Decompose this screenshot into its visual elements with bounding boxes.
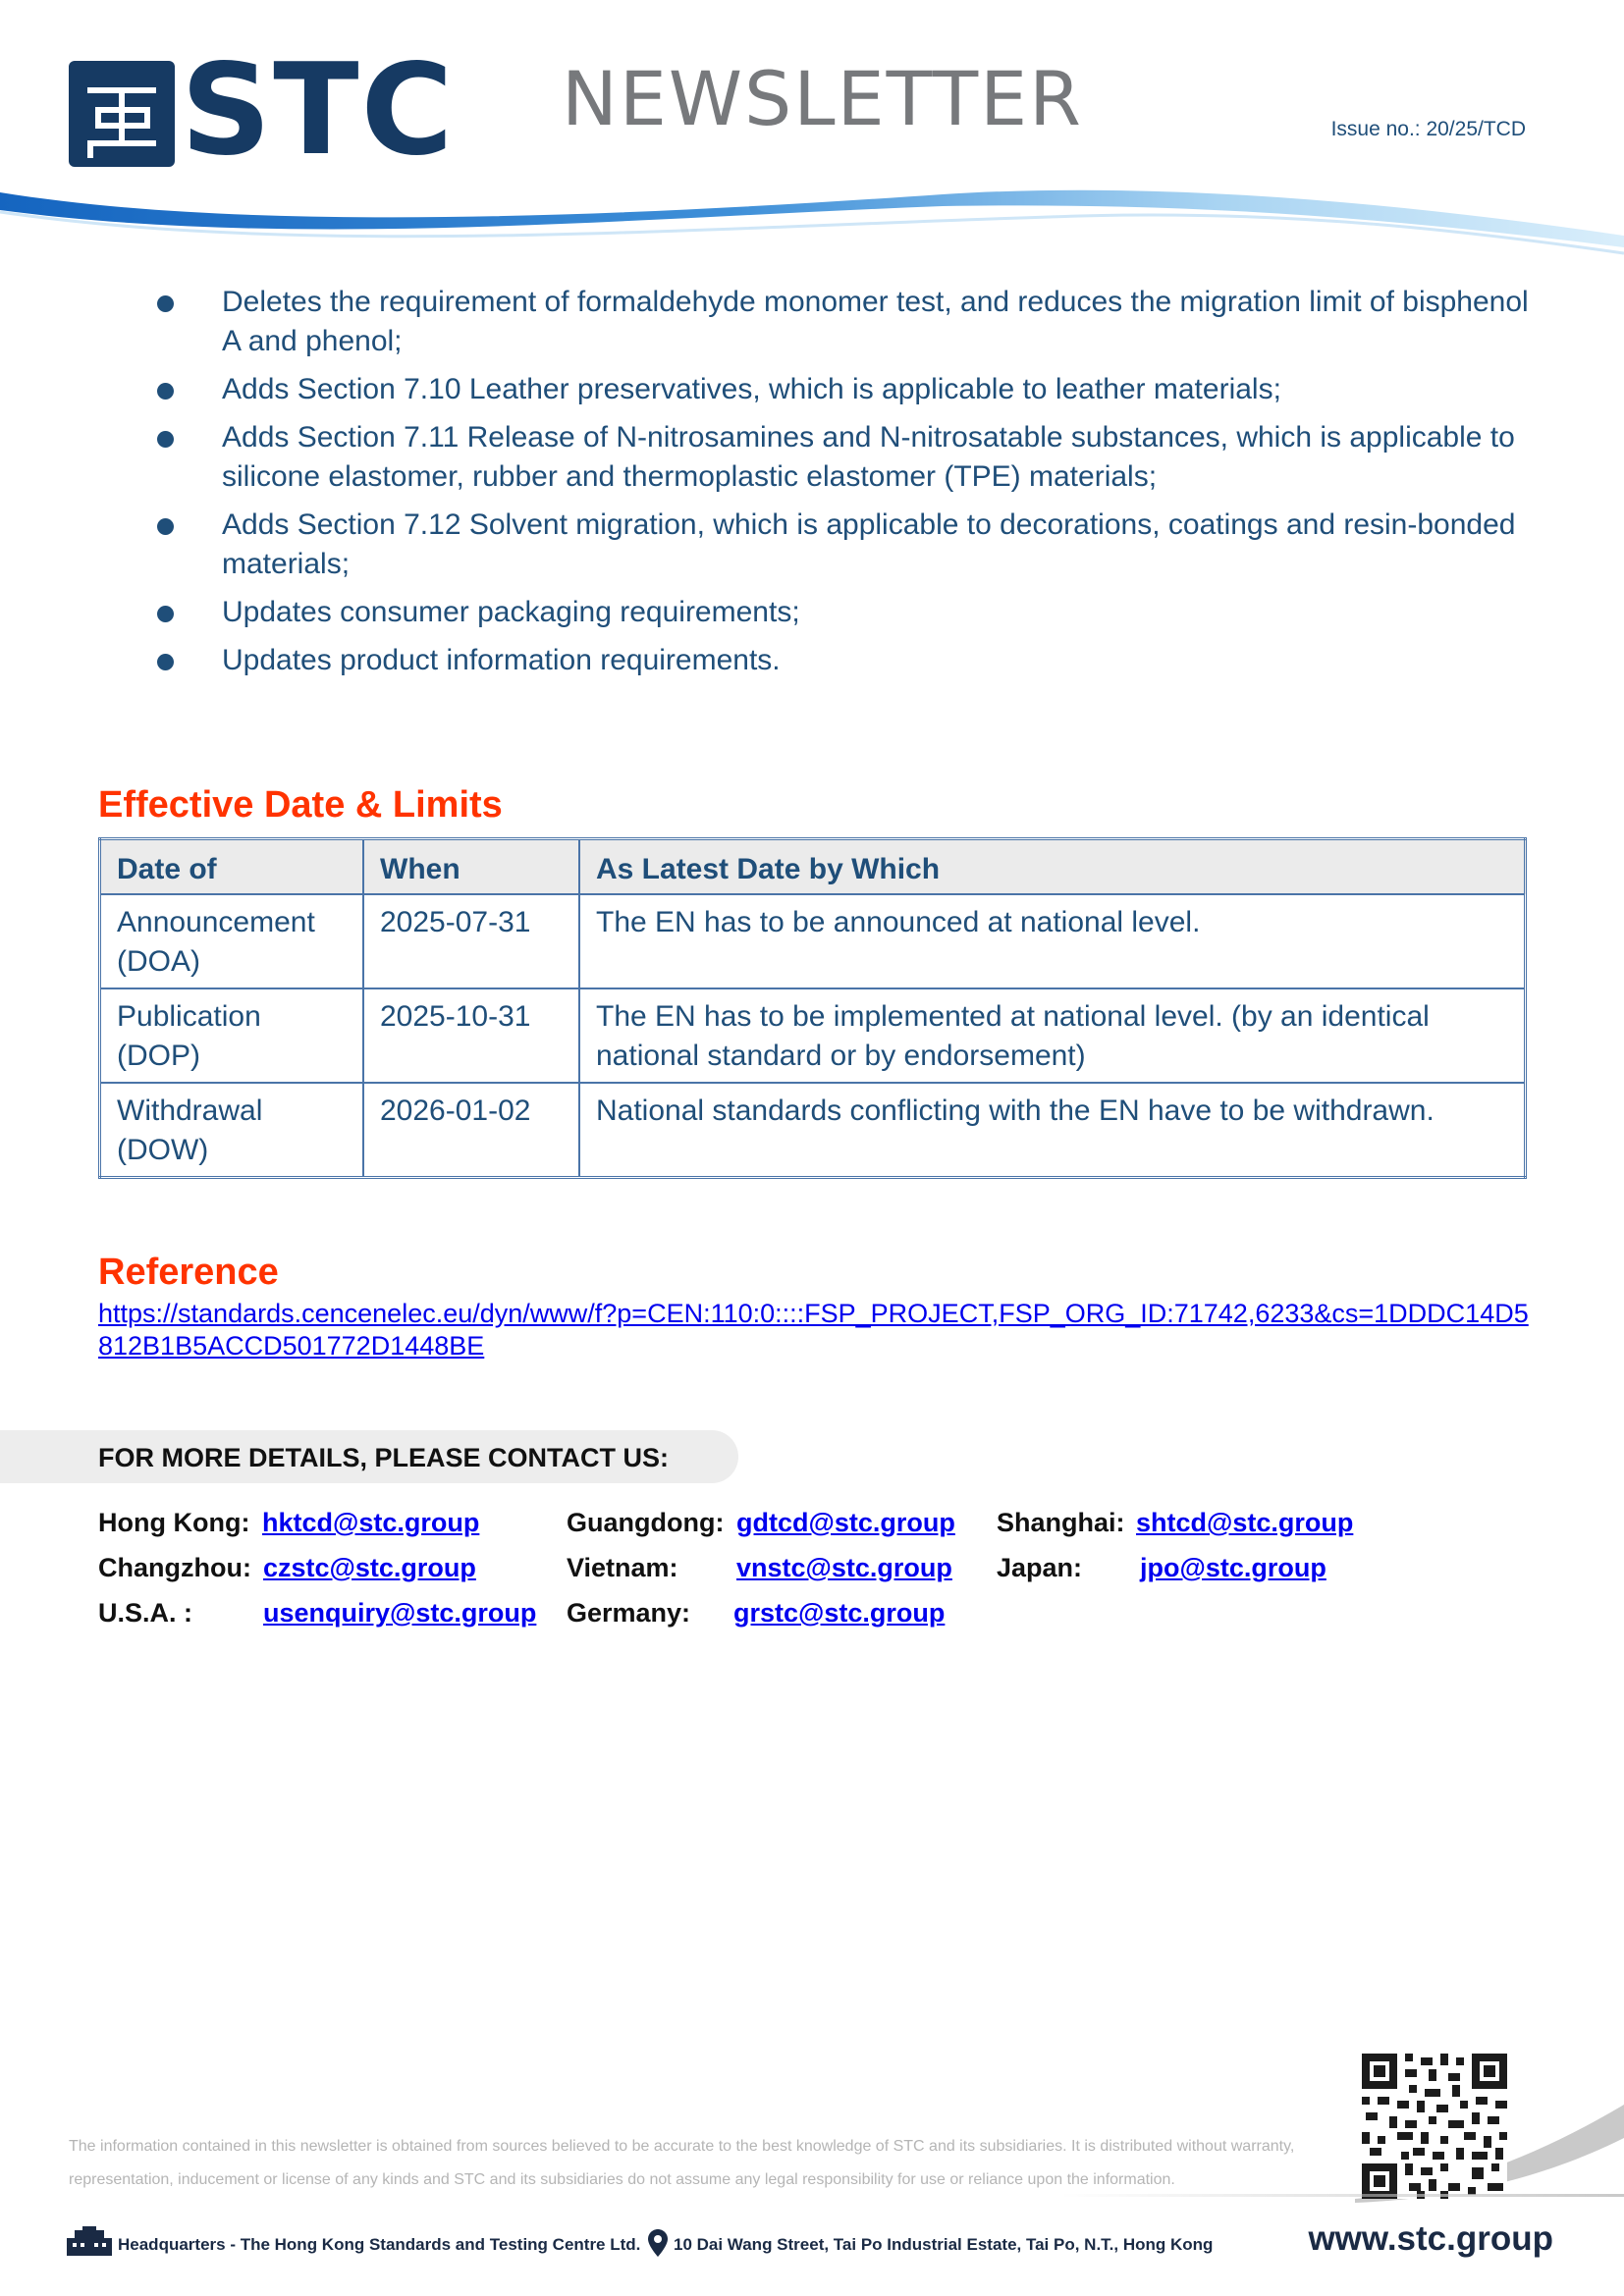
email-link[interactable]: shtcd@stc.group bbox=[1136, 1508, 1354, 1537]
reference-heading: Reference bbox=[98, 1252, 279, 1293]
list-item: Deletes the requirement of formaldehyde monomer test, and reduces the migration limit of bisphenol A and phenol; bbox=[157, 283, 1532, 361]
table-cell: Announcement (DOA) bbox=[100, 894, 364, 988]
list-item: Adds Section 7.12 Solvent migration, which is applicable to decorations, coatings and resin-bonded materials; bbox=[157, 506, 1532, 584]
header-latest-date: As Latest Date by Which bbox=[579, 839, 1526, 895]
table-cell: 2025-10-31 bbox=[363, 988, 579, 1083]
footer-divider bbox=[1060, 2194, 1624, 2197]
table-row bbox=[100, 894, 1526, 988]
contact-label: Hong Kong: bbox=[98, 1508, 250, 1537]
email-link[interactable]: gdtcd@stc.group bbox=[736, 1508, 955, 1537]
disclaimer-text: The information contained in this newsletter is obtained from sources believed to be accurate to the best knowledge of STC and its subsidiaries. It is distributed without warranty, representation, inducement or license of any kinds and STC and its subsidiaries do not assume any legal responsibility for use or reliance upon the information. bbox=[69, 2138, 1295, 2188]
issue-number: Issue no.: 20/25/TCD bbox=[1330, 118, 1526, 140]
table-cell: Withdrawal (DOW) bbox=[100, 1083, 364, 1178]
newsletter-title: NEWSLETTER bbox=[562, 55, 1083, 142]
email-link[interactable]: jpo@stc.group bbox=[1140, 1553, 1326, 1582]
stc-logo-mark bbox=[69, 61, 175, 167]
changes-bullet-list bbox=[157, 283, 1532, 689]
header-swoosh-decoration bbox=[0, 177, 1624, 265]
building-icon bbox=[65, 2226, 114, 2256]
effective-date-heading: Effective Date & Limits bbox=[98, 784, 503, 826]
effective-date-table bbox=[98, 837, 1527, 1179]
contact-heading: FOR MORE DETAILS, PLEASE CONTACT US: bbox=[98, 1443, 670, 1472]
reference-link[interactable]: https://standards.cencenelec.eu/dyn/www/f?p=CEN:110:0::::FSP_PROJECT,FSP_ORG_ID:71742,6233&cs=1DDDC14D5812B1B5ACCD501772D1448BE bbox=[98, 1299, 1529, 1361]
bullet-icon bbox=[157, 431, 174, 448]
table-cell: Publication (DOP) bbox=[100, 988, 364, 1083]
table-header-row bbox=[100, 839, 1526, 895]
bullet-icon bbox=[157, 383, 174, 400]
stc-emblem-icon bbox=[69, 61, 175, 167]
bullet-icon bbox=[157, 654, 174, 670]
table-cell: The EN has to be announced at national level. bbox=[579, 894, 1526, 988]
website-url: www.stc.group bbox=[1308, 2219, 1553, 2258]
table-row bbox=[100, 1083, 1526, 1178]
qr-code-icon bbox=[1362, 2054, 1507, 2199]
email-link[interactable]: hktcd@stc.group bbox=[262, 1508, 480, 1537]
stc-logo-text: STC bbox=[181, 37, 456, 184]
email-link[interactable]: czstc@stc.group bbox=[263, 1553, 476, 1582]
headquarters-text: Headquarters - The Hong Kong Standards and Testing Centre Ltd. bbox=[118, 2235, 641, 2254]
bullet-icon bbox=[157, 295, 174, 312]
list-item: Updates consumer packaging requirements; bbox=[157, 593, 1532, 632]
table-cell: 2026-01-02 bbox=[363, 1083, 579, 1178]
table-cell: National standards conflicting with the EN have to be withdrawn. bbox=[579, 1083, 1526, 1178]
table-cell: The EN has to be implemented at national level. (by an identical national standard or by endorsement) bbox=[579, 988, 1526, 1083]
header-date-of: Date of bbox=[100, 839, 364, 895]
address-text: 10 Dai Wang Street, Tai Po Industrial Estate, Tai Po, N.T., Hong Kong bbox=[674, 2235, 1214, 2254]
header-when: When bbox=[363, 839, 579, 895]
bullet-icon bbox=[157, 518, 174, 535]
list-item: Adds Section 7.10 Leather preservatives, which is applicable to leather materials; bbox=[157, 370, 1532, 409]
email-link[interactable]: usenquiry@stc.group bbox=[263, 1598, 537, 1628]
contact-label: Germany: bbox=[567, 1598, 691, 1628]
email-link[interactable]: vnstc@stc.group bbox=[736, 1553, 952, 1582]
contact-label: Japan: bbox=[997, 1553, 1083, 1582]
contact-label: Changzhou: bbox=[98, 1553, 251, 1582]
contact-label: U.S.A. : bbox=[98, 1598, 193, 1628]
location-pin-icon bbox=[648, 2229, 668, 2257]
list-item: Adds Section 7.11 Release of N-nitrosamines and N-nitrosatable substances, which is applicable to silicone elastomer, rubber and thermoplastic elastomer (TPE) materials; bbox=[157, 418, 1532, 497]
table-row bbox=[100, 988, 1526, 1083]
contact-label: Shanghai: bbox=[997, 1508, 1125, 1537]
qr-code bbox=[1362, 2054, 1507, 2204]
contact-label: Guangdong: bbox=[567, 1508, 725, 1537]
table-cell: 2025-07-31 bbox=[363, 894, 579, 988]
list-item: Updates product information requirements. bbox=[157, 641, 1532, 680]
contact-label: Vietnam: bbox=[567, 1553, 678, 1582]
email-link[interactable]: grstc@stc.group bbox=[733, 1598, 946, 1628]
bullet-icon bbox=[157, 606, 174, 622]
